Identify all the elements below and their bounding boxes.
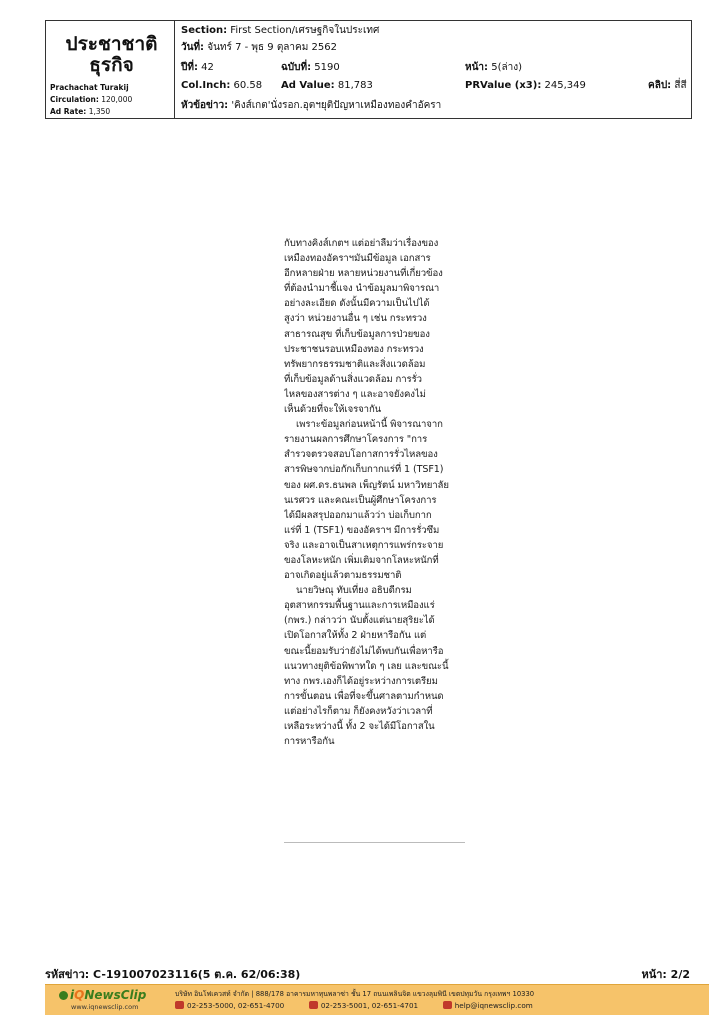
company-address: บริษัท อินโฟเควสท์ จำกัด | 888/178 อาคารมหาทุนพลาซ่า ชั้น 17 ถนนเพลินจิต แขวงลุมพินี เขตปทุมวัน กรุงเทพฯ 10330 bbox=[175, 990, 535, 998]
clip-metadata bbox=[181, 21, 686, 118]
prvalue-field bbox=[465, 79, 586, 93]
article-line: อาจเกิดอยู่แล้วตามธรรมชาติ bbox=[284, 570, 402, 582]
ad-rate bbox=[50, 107, 110, 116]
globe-icon bbox=[59, 991, 68, 1000]
advalue-value: 81,783 bbox=[337, 80, 373, 91]
article-line: นเรศวร และคณะเป็นผู้ศึกษาโครงการ bbox=[284, 494, 437, 506]
brand-i: i bbox=[70, 988, 75, 1002]
article-line: ขณะนี้ยอมรับว่ายังไม่ได้พบกันเพื่อหารือ bbox=[284, 645, 444, 657]
page-field bbox=[465, 61, 522, 75]
circulation bbox=[50, 95, 132, 104]
ad-rate-value: 1,350 bbox=[88, 107, 111, 116]
contact-line bbox=[175, 1001, 533, 1010]
article-line: เปิดโอกาสให้ทั้ง 2 ฝ่ายหารือกัน แต่ bbox=[284, 630, 427, 642]
brand-url[interactable]: www.iqnewsclip.com bbox=[71, 1003, 139, 1011]
article-line: เหลือระหว่างนี้ ทั้ง 2 จะได้มีโอกาสใน bbox=[284, 721, 435, 732]
news-code-label: รหัสข่าว: bbox=[45, 968, 90, 981]
clip-value: สี่สี bbox=[674, 80, 687, 91]
date-value: จันทร์ 7 - พุธ 9 ตุลาคม 2562 bbox=[207, 42, 337, 53]
clip-field bbox=[648, 79, 687, 93]
colinch-value: 60.58 bbox=[233, 80, 263, 91]
section-row bbox=[181, 24, 379, 38]
advalue-label: Ad Value: bbox=[281, 80, 335, 91]
news-code-value: C-191007023116(5 ต.ค. 62/06:38) bbox=[93, 968, 301, 981]
footer-page bbox=[641, 965, 690, 983]
email-icon bbox=[443, 1001, 452, 1009]
headline-value: 'คิงส์เกต'นั่งรอก.อุตฯยุติปัญหาเหมืองทองคำอัครา bbox=[231, 100, 442, 111]
article-line: แต่อย่างไรก็ตาม ก็ยังคงหวังว่าเวลาที่ bbox=[284, 705, 433, 717]
iqnewsclip-logo[interactable] bbox=[59, 988, 146, 1002]
article-line: ที่เก็บข้อมูลด้านสิ่งแวดล้อม การรั่ว bbox=[284, 373, 422, 385]
article-line: เพราะข้อมูลก่อนหน้านี้ พิจารณาจาก bbox=[296, 419, 443, 431]
page-label: หน้า: bbox=[465, 62, 489, 73]
colinch-field bbox=[181, 79, 262, 93]
footer-page-value: 2/2 bbox=[670, 968, 690, 981]
headline-row bbox=[181, 99, 441, 113]
date-label: วันที่: bbox=[181, 42, 205, 53]
issue-field bbox=[281, 61, 340, 75]
footer-bar bbox=[45, 984, 709, 1015]
circulation-value: 120,000 bbox=[101, 95, 133, 104]
article-line: จริง และอาจเป็นสาเหตุการแพร่กระจาย bbox=[284, 539, 444, 551]
article-line: เห็นด้วยที่จะให้เจรจากัน bbox=[284, 404, 382, 416]
fax-number: 02-253-5001, 02-651-4701 bbox=[320, 1001, 419, 1010]
article-line: ทรัพยากรธรรมชาติและสิ่งแวดล้อม bbox=[284, 358, 426, 370]
article-line: ของโลหะหนัก เพิ่มเติมจากโลหะหนักที่ bbox=[284, 554, 439, 566]
article-line: สาธารณสุข ที่เก็บข้อมูลการป่วยของ bbox=[284, 328, 430, 340]
email-address[interactable]: help@iqnewsclip.com bbox=[454, 1001, 533, 1010]
article-line: ของ ผศ.ดร.ธนพล เพ็ญรัตน์ มหาวิทยาลัย bbox=[284, 479, 449, 491]
article-line: แนวทางยุติข้อพิพาทใด ๆ เลย และขณะนี้ bbox=[284, 660, 449, 672]
article-line: ที่ต้องนำมาชี้แจง นำข้อมูลมาพิจารณา bbox=[284, 283, 440, 295]
article-line: เหมืองทองอัคราฯมันมีข้อมูล เอกสาร bbox=[284, 253, 431, 265]
article-line: (กพร.) กล่าวว่า นับตั้งแต่นายสุริยะได้ bbox=[284, 615, 435, 627]
article-line: ทาง กพร.เองก็ได้อยู่ระหว่างการเตรียม bbox=[284, 675, 438, 687]
prvalue-value: 245,349 bbox=[544, 80, 586, 91]
article-line: การขั้นตอน เพื่อที่จะขึ้นศาลตามกำหนด bbox=[284, 690, 444, 702]
phone-number[interactable]: 02-253-5000, 02-651-4700 bbox=[187, 1001, 285, 1010]
article-line: สารพิษจากบ่อกักเก็บกากแร่ที่ 1 (TSF1) bbox=[284, 464, 444, 476]
year-field bbox=[181, 61, 214, 75]
news-code bbox=[45, 965, 300, 983]
article-line: สำรวจตรวจสอบโอกาสการรั่วไหลของ bbox=[284, 449, 438, 461]
section-label: Section: bbox=[181, 25, 228, 36]
article-line: อีกหลายฝ่าย หลายหน่วยงานที่เกี่ยวข้อง bbox=[284, 268, 443, 280]
clip-header bbox=[45, 20, 692, 119]
clip-label: คลิป: bbox=[648, 80, 672, 91]
fax-icon bbox=[309, 1001, 318, 1009]
brand-q: Q bbox=[74, 988, 85, 1002]
circulation-label: Circulation: bbox=[50, 95, 99, 104]
article-line: รายงานผลการศึกษาโครงการ "การ bbox=[284, 434, 428, 446]
article-line: อย่างละเอียด ดังนั้นมีความเป็นไปได้ bbox=[284, 298, 430, 310]
article-line: ไหลของสารต่าง ๆ และอาจยังคงไม่ bbox=[284, 388, 426, 400]
year-label: ปีที่: bbox=[181, 62, 198, 73]
advalue-field bbox=[281, 79, 373, 93]
article-line: อุตสาหกรรมพื้นฐานและการเหมืองแร่ bbox=[284, 600, 435, 612]
year-value: 42 bbox=[201, 62, 214, 73]
article-line: สูงว่า หน่วยงานอื่น ๆ เช่น กระทรวง bbox=[284, 313, 427, 325]
brand-rest: NewsClip bbox=[84, 988, 147, 1002]
headline-label: หัวข้อข่าว: bbox=[181, 100, 229, 111]
footer-page-label: หน้า: bbox=[641, 968, 667, 981]
publication-name-en: Prachachat Turakij bbox=[50, 83, 129, 92]
article-line: นายวิษณุ ทับเที่ยง อธิบดีกรม bbox=[296, 585, 412, 597]
page-value: 5(ล่าง) bbox=[491, 62, 523, 73]
publication-name-line2: ธุรกิจ bbox=[89, 54, 134, 76]
issue-label: ฉบับที่: bbox=[281, 62, 312, 73]
phone-icon bbox=[175, 1001, 184, 1009]
publication-logo bbox=[46, 21, 175, 118]
issue-value: 5190 bbox=[314, 62, 340, 73]
article-line: ประชาชนรอบเหมืองทอง กระทรวง bbox=[284, 343, 424, 355]
colinch-label: Col.Inch: bbox=[181, 80, 231, 91]
article-column bbox=[284, 236, 465, 843]
prvalue-label: PRValue (x3): bbox=[465, 80, 542, 91]
article-line: แร่ที่ 1 (TSF1) ของอัคราฯ มีการรั่วซึม bbox=[284, 524, 440, 536]
date-row bbox=[181, 41, 337, 55]
article-line: การหารือกัน bbox=[284, 736, 335, 748]
article-line: กับทางคิงส์เกตฯ แต่อย่าลืมว่าเรื่องของ bbox=[284, 238, 439, 249]
section-value: First Section/เศรษฐกิจในประเทศ bbox=[230, 25, 380, 36]
article-line: ได้มีผลสรุปออกมาแล้วว่า บ่อเก็บกาก bbox=[284, 509, 432, 521]
ad-rate-label: Ad Rate: bbox=[50, 107, 87, 116]
publication-name-line1: ประชาชาติ bbox=[65, 33, 158, 55]
